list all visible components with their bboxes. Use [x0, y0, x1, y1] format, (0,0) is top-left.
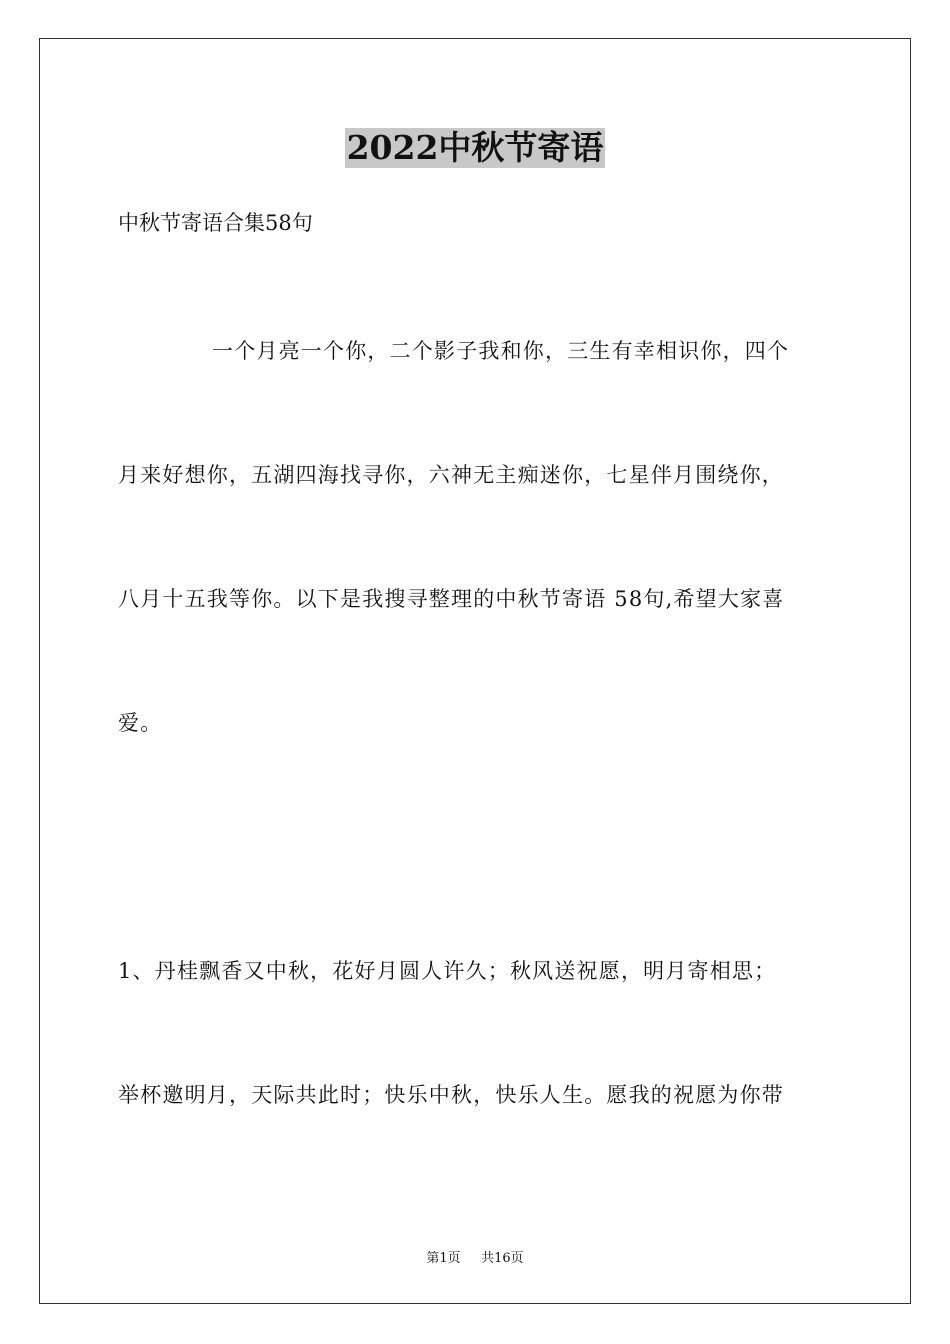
paragraph-line: 1、丹桂飘香又中秋，花好月圆人许久；秋风送祝愿，明月寄相思；	[118, 959, 777, 983]
paragraph-line: 八月十五我等你。以下是我搜寻整理的中秋节寄语 58句,希望大家喜	[118, 587, 785, 611]
paragraph-line: 月来好想你，五湖四海找寻你，六神无主痴迷你，七星伴月围绕你，	[118, 463, 784, 487]
paragraph-line: 举杯邀明月，天际共此时；快乐中秋，快乐人生。愿我的祝愿为你带	[118, 1083, 784, 1107]
page-total: 共16页	[481, 1251, 524, 1266]
paragraph-line: 爱。	[118, 711, 163, 735]
paragraph-line: 一个月亮一个你，二个影子我和你，三生有幸相识你，四个	[212, 339, 790, 363]
page-footer	[0, 1247, 950, 1266]
page-number: 第1页	[426, 1251, 461, 1266]
document-title: 2022中秋节寄语	[346, 128, 604, 167]
document-subtitle: 中秋节寄语合集58句	[118, 211, 313, 235]
title-container	[0, 128, 950, 168]
